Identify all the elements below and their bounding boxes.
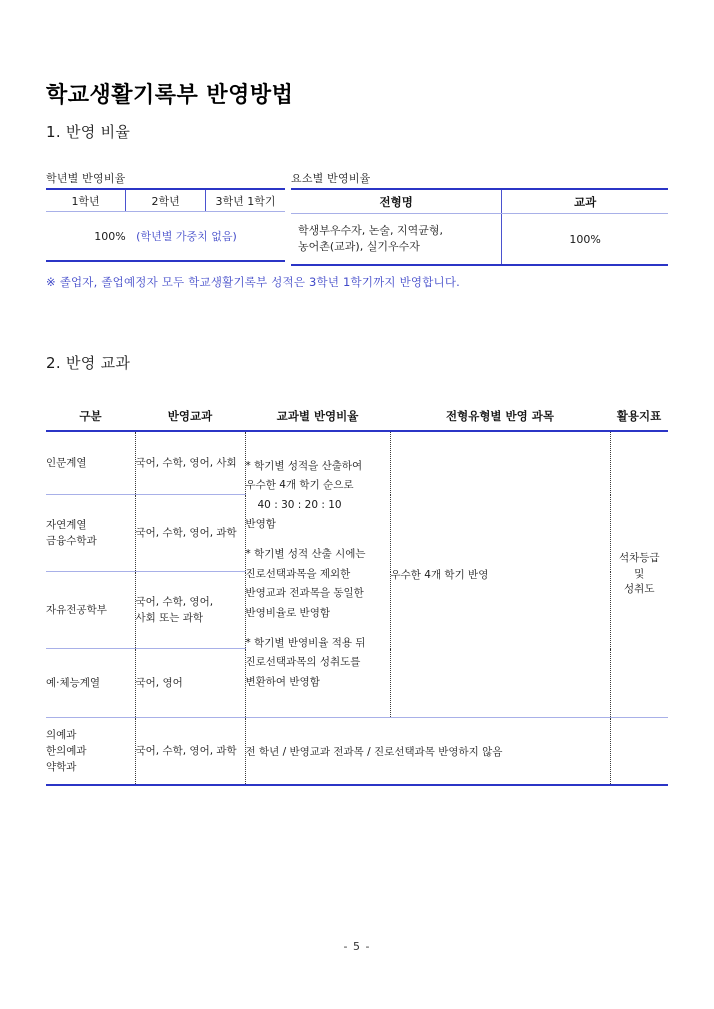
page-title: 학교생활기록부 반영방법 — [46, 83, 294, 108]
jeonhyeong-line-2: 농어촌(교과), 실기우수자 — [298, 240, 420, 253]
ratio-p1-line1: * 학기별 성적을 산출하여 — [245, 459, 363, 472]
ratio-description-cell — [245, 431, 390, 718]
table-row — [46, 431, 668, 495]
subject-line: 국어, 영어 — [135, 676, 183, 689]
right-table-caption: 요소별 반영비율 — [291, 172, 371, 185]
subject-reflection-table — [46, 402, 668, 786]
ratio-spacer-2 — [246, 623, 390, 634]
element-ratio-table — [291, 188, 668, 266]
gubun-line: 자연계열 — [46, 518, 87, 531]
ratio-p1-line4: 반영함 — [245, 517, 276, 530]
row-gubun-free-major — [46, 572, 135, 649]
row-gubun-science — [46, 495, 135, 572]
index-line-3: 성취도 — [624, 583, 655, 596]
gubun-line: 의예과 — [46, 728, 77, 741]
index-line-2: 및 — [634, 567, 645, 580]
gubun-line: 예·체능계열 — [46, 676, 101, 689]
index-line-1: 석차등급 — [618, 551, 660, 564]
subject-line: 국어, 수학, 영어, — [135, 595, 214, 608]
gubun-line: 한의예과 — [46, 744, 87, 757]
gyogwa-percent-cell: 100% — [569, 232, 601, 246]
left-table-caption: 학년별 반영비율 — [46, 172, 126, 185]
grade-ratio-note: (학년별 가중치 없음) — [136, 230, 237, 243]
row-gubun-medical — [46, 718, 135, 786]
table-row — [46, 718, 668, 786]
header-grade-1: 1학년 — [46, 189, 126, 212]
jeonhyeong-names-cell — [291, 214, 502, 266]
table-header-row — [291, 189, 668, 214]
subject-line: 국어, 수학, 영어, 사회 — [135, 456, 237, 469]
section-1-note: ※ 졸업자, 졸업예정자 모두 학교생활기록부 성적은 3학년 1학기까지 반영합니다. — [46, 275, 460, 289]
ratio-p3-line1: * 학기별 반영비율 적용 뒤 — [245, 637, 366, 650]
ratio-p3-line2: 진로선택과목의 성취도를 — [245, 656, 361, 669]
gubun-line: 자유전공학부 — [46, 603, 107, 616]
header-jeonhyeong: 전형명 — [291, 189, 502, 214]
table-row — [291, 214, 668, 266]
table-header-row — [46, 189, 285, 212]
grade-ratio-value-cell — [46, 212, 285, 262]
row-gubun-arts — [46, 649, 135, 718]
jeonhyeong-line-1: 학생부우수자, 논술, 지역균형, — [298, 224, 443, 238]
ratio-p3-line3: 변환하여 반영함 — [245, 675, 320, 688]
header-gubun: 구분 — [46, 402, 135, 431]
activity-index-cell — [610, 431, 668, 718]
grade-ratio-table — [46, 188, 285, 262]
header-grade-2: 2학년 — [126, 189, 206, 212]
row-subjects-humanities — [135, 431, 245, 495]
section-2-heading: 2. 반영 교과 — [46, 354, 131, 372]
ratio-p2-line3: 반영교과 전과목을 동일한 — [245, 587, 364, 600]
grade-ratio-percent: 100% — [94, 230, 126, 243]
row-gubun-humanities — [46, 431, 135, 495]
header-banyeong-gyogwa: 반영교과 — [135, 402, 245, 431]
row-subjects-free-major — [135, 572, 245, 649]
ratio-p2-line2: 진로선택과목을 제외한 — [245, 567, 351, 580]
row-subjects-arts — [135, 649, 245, 718]
header-jeonhyeong-subject: 전형유형별 반영 과목 — [390, 402, 610, 431]
header-gyogwabyeol-ratio: 교과별 반영비율 — [245, 402, 390, 431]
subject-line: 사회 또는 과학 — [135, 612, 204, 624]
ratio-spacer-1 — [246, 534, 390, 545]
subject-line: 국어, 수학, 영어, 과학 — [135, 526, 237, 539]
header-grade-3: 3학년 1학기 — [206, 189, 285, 212]
gubun-line: 약학과 — [46, 761, 77, 774]
header-activity-index: 활용지표 — [610, 402, 668, 431]
ratio-p1-line3: 40 : 30 : 20 : 10 — [257, 498, 342, 511]
medical-full-description: 전 학년 / 반영교과 전과목 / 진로선택과목 반영하지 않음 — [245, 718, 610, 786]
row-subjects-medical: 국어, 수학, 영어, 과학 — [135, 718, 245, 786]
table-row — [46, 212, 285, 262]
ratio-p2-line4: 반영비율로 반영함 — [245, 606, 330, 619]
ratio-p2-line1: * 학기별 성적 산출 시에는 — [245, 548, 366, 561]
table-header-row — [46, 402, 668, 431]
ratio-p1-line2: 우수한 4개 학기 순으로 — [245, 479, 354, 492]
page-number: - 5 - — [343, 940, 371, 953]
medical-index-cell — [610, 718, 668, 786]
header-gyogwa: 교과 — [502, 189, 668, 214]
subject-scope-cell: 우수한 4개 학기 반영 — [390, 431, 610, 718]
row-subjects-science — [135, 495, 245, 572]
section-1-heading: 1. 반영 비율 — [46, 123, 131, 141]
gubun-line: 인문계열 — [46, 456, 87, 469]
gubun-line: 금융수학과 — [46, 535, 97, 547]
